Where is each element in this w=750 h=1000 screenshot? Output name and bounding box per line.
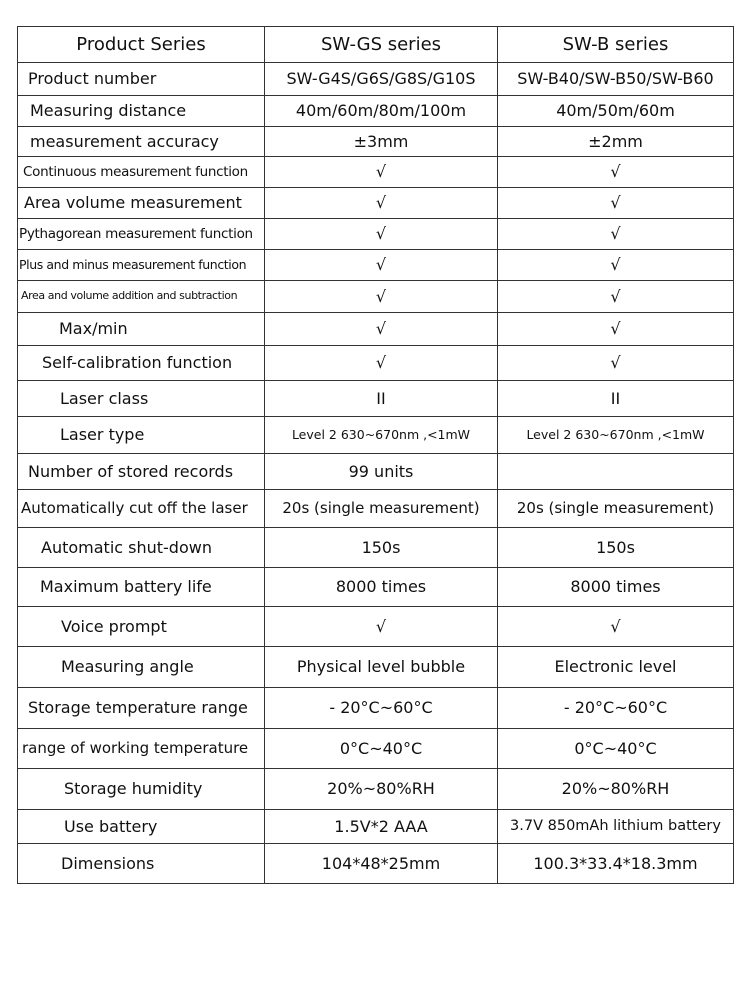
row-label: range of working temperature	[18, 729, 265, 769]
row-storage-temperature	[18, 688, 734, 729]
gs-value: √	[265, 346, 498, 381]
row-label: Measuring angle	[18, 647, 265, 688]
b-value: Electronic level	[498, 647, 734, 688]
b-value: II	[498, 381, 734, 417]
row-label: measurement accuracy	[18, 127, 265, 157]
b-value: 20s (single measurement)	[498, 490, 734, 528]
b-value: √	[498, 607, 734, 647]
gs-value: 0°C~40°C	[265, 729, 498, 769]
gs-value: √	[265, 250, 498, 281]
row-label: Storage humidity	[18, 769, 265, 810]
row-area-volume	[18, 188, 734, 219]
row-pythagorean	[18, 219, 734, 250]
b-value: ±2mm	[498, 127, 734, 157]
row-label: Max/min	[18, 313, 265, 346]
row-label: Automatic shut-down	[18, 528, 265, 568]
gs-value: √	[265, 219, 498, 250]
row-continuous-measurement	[18, 157, 734, 188]
table-header-row	[18, 27, 734, 63]
row-area-add-sub	[18, 281, 734, 313]
row-label: Use battery	[18, 810, 265, 844]
row-label: Maximum battery life	[18, 568, 265, 607]
row-plus-minus	[18, 250, 734, 281]
row-laser-type	[18, 417, 734, 454]
b-value: 0°C~40°C	[498, 729, 734, 769]
row-self-calibration	[18, 346, 734, 381]
b-value: 40m/50m/60m	[498, 96, 734, 127]
row-label: Area and volume addition and subtraction	[18, 281, 265, 313]
gs-value: - 20°C~60°C	[265, 688, 498, 729]
row-label: Measuring distance	[18, 96, 265, 127]
gs-value: 104*48*25mm	[265, 844, 498, 884]
header-sw-b-series: SW-B series	[498, 27, 734, 63]
gs-value: Physical level bubble	[265, 647, 498, 688]
row-auto-cut-laser	[18, 490, 734, 528]
row-storage-humidity	[18, 769, 734, 810]
b-value: - 20°C~60°C	[498, 688, 734, 729]
row-label: Laser class	[18, 381, 265, 417]
row-label: Area volume measurement	[18, 188, 265, 219]
row-battery-life	[18, 568, 734, 607]
gs-value: √	[265, 157, 498, 188]
gs-value: 40m/60m/80m/100m	[265, 96, 498, 127]
gs-value: 1.5V*2 AAA	[265, 810, 498, 844]
b-value: SW-B40/SW-B50/SW-B60	[498, 63, 734, 96]
row-label: Pythagorean measurement function	[18, 219, 265, 250]
row-label: Continuous measurement function	[18, 157, 265, 188]
gs-value: 20s (single measurement)	[265, 490, 498, 528]
b-value: √	[498, 188, 734, 219]
b-value: √	[498, 313, 734, 346]
row-label: Storage temperature range	[18, 688, 265, 729]
gs-value: 8000 times	[265, 568, 498, 607]
row-laser-class	[18, 381, 734, 417]
row-label: Self-calibration function	[18, 346, 265, 381]
row-label: Laser type	[18, 417, 265, 454]
b-value: √	[498, 281, 734, 313]
row-max-min	[18, 313, 734, 346]
row-measuring-distance	[18, 96, 734, 127]
header-sw-gs-series: SW-GS series	[265, 27, 498, 63]
row-auto-shutdown	[18, 528, 734, 568]
gs-value: ±3mm	[265, 127, 498, 157]
row-label: Plus and minus measurement function	[18, 250, 265, 281]
row-label: Dimensions	[18, 844, 265, 884]
b-value	[498, 454, 734, 490]
row-measuring-angle	[18, 647, 734, 688]
b-value: 3.7V 850mAh lithium battery	[498, 810, 734, 844]
row-voice-prompt	[18, 607, 734, 647]
gs-value: √	[265, 313, 498, 346]
b-value: √	[498, 157, 734, 188]
row-product-number	[18, 63, 734, 96]
row-label: Number of stored records	[18, 454, 265, 490]
row-stored-records	[18, 454, 734, 490]
gs-value: 99 units	[265, 454, 498, 490]
b-value: √	[498, 346, 734, 381]
gs-value: Level 2 630~670nm ,<1mW	[265, 417, 498, 454]
gs-value: √	[265, 188, 498, 219]
b-value: √	[498, 250, 734, 281]
gs-value: 150s	[265, 528, 498, 568]
b-value: 100.3*33.4*18.3mm	[498, 844, 734, 884]
b-value: 8000 times	[498, 568, 734, 607]
gs-value: 20%~80%RH	[265, 769, 498, 810]
row-measurement-accuracy	[18, 127, 734, 157]
gs-value: II	[265, 381, 498, 417]
row-dimensions	[18, 844, 734, 884]
row-working-temperature	[18, 729, 734, 769]
b-value: 150s	[498, 528, 734, 568]
gs-value: SW-G4S/G6S/G8S/G10S	[265, 63, 498, 96]
row-label: Product number	[18, 63, 265, 96]
row-label: Voice prompt	[18, 607, 265, 647]
spec-comparison-table	[17, 26, 734, 884]
gs-value: √	[265, 281, 498, 313]
header-product-series: Product Series	[18, 27, 265, 63]
row-use-battery	[18, 810, 734, 844]
b-value: √	[498, 219, 734, 250]
b-value: Level 2 630~670nm ,<1mW	[498, 417, 734, 454]
row-label: Automatically cut off the laser	[18, 490, 265, 528]
gs-value: √	[265, 607, 498, 647]
b-value: 20%~80%RH	[498, 769, 734, 810]
